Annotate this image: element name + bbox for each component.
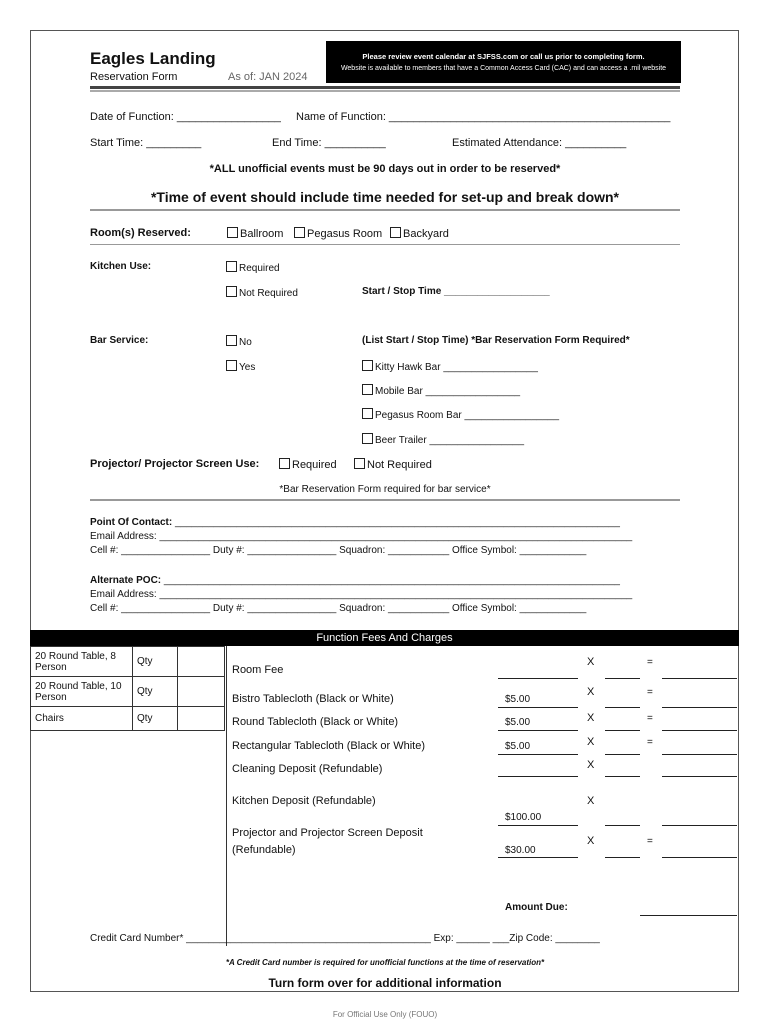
fee-qty-line[interactable]: [605, 754, 640, 755]
qty-label: Qty: [133, 707, 178, 731]
bar-yes[interactable]: [226, 360, 255, 373]
bar-service-label: Bar Service:: [90, 335, 149, 346]
qty-table: [30, 646, 225, 731]
table-row: [31, 677, 225, 707]
bar-kitty-hawk[interactable]: [362, 360, 538, 373]
checkbox-pegasus-room[interactable]: [294, 227, 305, 238]
unofficial-events-notice: *ALL unofficial events must be 90 days out in order to be reserved*: [209, 163, 561, 175]
table-row: [31, 647, 225, 677]
qty-item: Chairs: [31, 707, 133, 731]
fee-amount-line: [498, 730, 578, 731]
header-divider: [90, 86, 680, 89]
projector-required[interactable]: [279, 458, 337, 471]
bar-pegasus-room[interactable]: [362, 408, 559, 421]
fee-total-line[interactable]: [662, 678, 737, 679]
kitchen-required-label: Required: [239, 263, 280, 274]
room-pegasus-label: Pegasus Room: [307, 228, 383, 240]
fee-qty-line[interactable]: [605, 678, 640, 679]
checkbox-mobile-bar[interactable]: [362, 384, 373, 395]
name-of-function[interactable]: Name of Function: ______________________________________________: [296, 111, 671, 123]
checkbox-pegasus-room-bar[interactable]: [362, 408, 373, 419]
kitchen-not-required[interactable]: [226, 286, 298, 299]
qty-item: 20 Round Table, 8 Person: [31, 647, 133, 677]
fee-amount: $5.00: [505, 717, 531, 728]
bar-kitty-hawk-label: Kitty Hawk Bar _________________: [375, 362, 538, 373]
fee-qty-line[interactable]: [605, 730, 640, 731]
fee-total-line[interactable]: [662, 857, 737, 858]
fee-total-line[interactable]: [662, 754, 737, 755]
poc-email[interactable]: Email Address: _____________________________________________________________________________________: [90, 531, 633, 542]
alt-poc-label: Alternate POC:: [90, 575, 162, 586]
fouo-marking: For Official Use Only (FOUO): [332, 1010, 438, 1019]
turn-over-note: Turn form over for additional information: [268, 976, 502, 990]
bar-mobile-label: Mobile Bar _________________: [375, 386, 521, 397]
fee-eq: =: [647, 713, 653, 724]
amount-due-label: Amount Due:: [505, 902, 568, 913]
qty-input[interactable]: [178, 707, 225, 731]
fee-x: X: [587, 759, 595, 771]
projector-required-label: Required: [292, 459, 337, 471]
kitchen-not-required-label: Not Required: [239, 288, 298, 299]
projector-label: Projector/ Projector Screen Use:: [90, 458, 260, 470]
estimated-attendance[interactable]: Estimated Attendance: __________: [452, 137, 627, 149]
kitchen-required[interactable]: [226, 261, 280, 274]
fees-divider-line: [226, 646, 227, 946]
fee-amount-line: [498, 857, 578, 858]
checkbox-kitty-hawk-bar[interactable]: [362, 360, 373, 371]
end-time[interactable]: End Time: __________: [272, 137, 386, 149]
fee-eq: =: [647, 657, 653, 668]
poc-cell-duty[interactable]: Cell #: ________________ Duty #: ________________ Squadron: ___________ Office Symbol: ____________: [90, 545, 587, 556]
room-backyard[interactable]: [390, 227, 449, 240]
fees-heading: Function Fees And Charges: [30, 630, 739, 646]
form-subtitle: Reservation Form: [90, 71, 178, 83]
date-of-function[interactable]: Date of Function: _________________: [90, 111, 281, 123]
amount-due-line[interactable]: [640, 915, 737, 916]
room-ballroom-label: Ballroom: [240, 228, 284, 240]
fee-projector-deposit: Projector and Projector Screen Deposit: [232, 827, 423, 839]
divider-1: [90, 209, 680, 211]
credit-card-field[interactable]: Credit Card Number* ____________________________________________ Exp: ______ ___Zip Code: ________: [90, 933, 600, 944]
checkbox-kitchen-required[interactable]: [226, 261, 237, 272]
poc-line: ________________________________________________________________________________: [175, 517, 620, 528]
fee-amount: $30.00: [505, 845, 536, 856]
bar-beer-trailer-label: Beer Trailer _________________: [375, 435, 525, 446]
fee-x: X: [587, 656, 595, 668]
form-title: Eagles Landing: [90, 49, 216, 68]
poc-row[interactable]: [90, 517, 620, 528]
fee-eq: =: [647, 737, 653, 748]
bar-list-label: (List Start / Stop Time) *Bar Reservation Form Required*: [362, 335, 630, 346]
divider-3: [90, 499, 680, 501]
fee-x: X: [587, 686, 595, 698]
checkbox-projector-not-required[interactable]: [354, 458, 365, 469]
alt-poc-email[interactable]: Email Address: _____________________________________________________________________________________: [90, 589, 633, 600]
kitchen-label: Kitchen Use:: [90, 261, 152, 272]
fee-amount-line: [498, 707, 578, 708]
rooms-label: Room(s) Reserved:: [90, 227, 191, 239]
fee-x: X: [587, 795, 595, 807]
bar-beer-trailer[interactable]: [362, 433, 524, 446]
qty-label: Qty: [133, 677, 178, 707]
fee-total-line[interactable]: [662, 730, 737, 731]
fee-total-line[interactable]: [662, 776, 737, 777]
checkbox-ballroom[interactable]: [227, 227, 238, 238]
alt-poc-line: __________________________________________________________________________________: [163, 575, 620, 586]
qty-input[interactable]: [178, 647, 225, 677]
fee-qty-line[interactable]: [605, 776, 640, 777]
fee-eq: =: [647, 836, 653, 847]
room-backyard-label: Backyard: [403, 228, 449, 240]
notice-line-1: Please review event calendar at SJFSS.com or call us prior to completing form.: [362, 52, 645, 61]
qty-label: Qty: [133, 647, 178, 677]
fee-qty-line[interactable]: [605, 707, 640, 708]
fee-amount-line: [498, 825, 578, 826]
fee-room: Room Fee: [232, 664, 284, 676]
poc-label: Point Of Contact:: [90, 517, 173, 528]
fee-eq: =: [647, 687, 653, 698]
fee-x: X: [587, 736, 595, 748]
checkbox-backyard[interactable]: [390, 227, 401, 238]
checkbox-projector-required[interactable]: [279, 458, 290, 469]
header-divider-2: [90, 90, 680, 92]
bar-yes-label: Yes: [239, 362, 256, 373]
fee-rectangular-tablecloth: Rectangular Tablecloth (Black or White): [232, 740, 425, 752]
projector-not-required-label: Not Required: [367, 459, 432, 471]
fee-x: X: [587, 835, 595, 847]
notice-line-2: Website is available to members that have a Common Access Card (CAC) and can access a .mil website: [340, 65, 667, 72]
alt-poc-row[interactable]: [90, 575, 620, 586]
projector-not-required[interactable]: [354, 458, 432, 471]
qty-input[interactable]: [178, 677, 225, 707]
fee-amount: $100.00: [505, 812, 542, 823]
qty-item: 20 Round Table, 10 Person: [31, 677, 133, 707]
fee-amount: $5.00: [505, 741, 531, 752]
fee-projector-deposit-2: (Refundable): [232, 844, 296, 856]
checkbox-bar-no[interactable]: [226, 335, 237, 346]
kitchen-start-stop[interactable]: Start / Stop Time ___________________: [362, 286, 550, 297]
notice-box: [326, 41, 681, 83]
checkbox-bar-yes[interactable]: [226, 360, 237, 371]
alt-poc-cell-duty[interactable]: Cell #: ________________ Duty #: ________________ Squadron: ___________ Office Symbol: ____________: [90, 603, 587, 614]
as-of-date: As of: JAN 2024: [228, 71, 308, 83]
credit-card-note: *A Credit Card number is required for unofficial functions at the time of reservation*: [225, 958, 545, 967]
fee-kitchen-deposit: Kitchen Deposit (Refundable): [232, 795, 376, 807]
fee-amount: $5.00: [505, 694, 531, 705]
bar-mobile[interactable]: [362, 384, 520, 397]
fee-amount-line: [498, 754, 578, 755]
bar-pegasus-room-label: Pegasus Room Bar _________________: [375, 410, 560, 421]
bar-form-note: *Bar Reservation Form required for bar service*: [279, 484, 491, 495]
setup-time-notice: *Time of event should include time needed for set-up and break down*: [150, 189, 620, 205]
divider-2: [90, 244, 680, 245]
table-row: [31, 707, 225, 731]
fee-cleaning-deposit: Cleaning Deposit (Refundable): [232, 763, 383, 775]
fee-x: X: [587, 712, 595, 724]
fee-room-amount-line[interactable]: [498, 678, 578, 679]
fee-bistro-tablecloth: Bistro Tablecloth (Black or White): [232, 693, 394, 705]
fee-total-line[interactable]: [662, 825, 737, 826]
checkbox-beer-trailer[interactable]: [362, 433, 373, 444]
fee-round-tablecloth: Round Tablecloth (Black or White): [232, 716, 399, 728]
start-time[interactable]: Start Time: _________: [90, 137, 202, 149]
bar-no[interactable]: [226, 335, 252, 348]
room-pegasus[interactable]: [294, 227, 382, 240]
fee-total-line[interactable]: [662, 707, 737, 708]
checkbox-kitchen-not-required[interactable]: [226, 286, 237, 297]
fee-qty-line[interactable]: [605, 857, 640, 858]
fee-amount-line[interactable]: [498, 776, 578, 777]
fee-qty-line[interactable]: [605, 825, 640, 826]
room-ballroom[interactable]: [227, 227, 283, 240]
bar-no-label: No: [239, 337, 252, 348]
